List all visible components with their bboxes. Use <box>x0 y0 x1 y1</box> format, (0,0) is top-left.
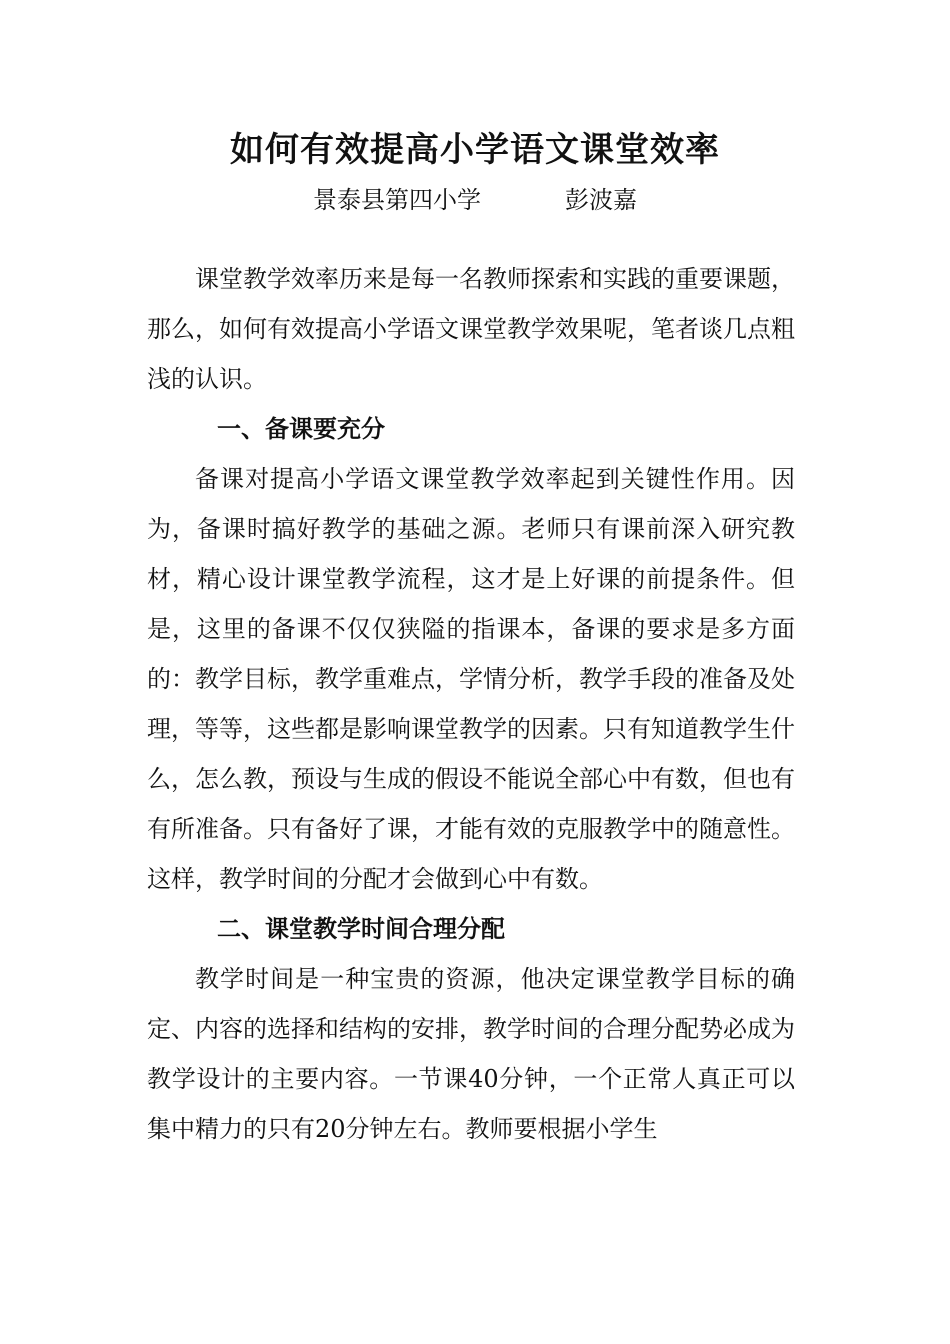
byline <box>0 182 950 218</box>
document-title: 如何有效提高小学语文课堂效率 <box>230 130 720 170</box>
paragraph-section-1: 备课对提高小学语文课堂教学效率起到关键性作用。因为，备课时搞好教学的基础之源。老师只有课前深入研究教材，精心设计课堂教学流程，这才是上好课的前提条件。但是，这里的备课不仅仅狭隘的指课本，备课的要求是多方面的：教学目标，教学重难点，学情分析，教学手段的准备及处理，等等，这些都是影响课堂教学的因素。只有知道教学生什么，怎么教，预设与生成的假设不能说全部心中有数，但也有有所准备。只有备好了课，才能有效的克服教学中的随意性。这样，教学时间的分配才会做到心中有数。 <box>147 465 795 893</box>
paragraph-intro: 课堂教学效率历来是每一名教师探索和实践的重要课题，那么，如何有效提高小学语文课堂教学效果呢，笔者谈几点粗浅的认识。 <box>147 265 795 393</box>
paragraph-section-2: 教学时间是一种宝贵的资源，他决定课堂教学目标的确定、内容的选择和结构的安排，教学时间的合理分配势必成为教学设计的主要内容。一节课40分钟，一个正常人真正可以集中精力的只有20分钟左右。教师要根据小学生 <box>147 965 795 1143</box>
section-heading-1: 一、备课要充分 <box>217 414 385 443</box>
section-heading-2: 二、课堂教学时间合理分配 <box>217 914 505 943</box>
author-school: 景泰县第四小学 <box>313 186 481 214</box>
document-body <box>147 254 795 1154</box>
author-name: 彭波嘉 <box>565 186 637 214</box>
